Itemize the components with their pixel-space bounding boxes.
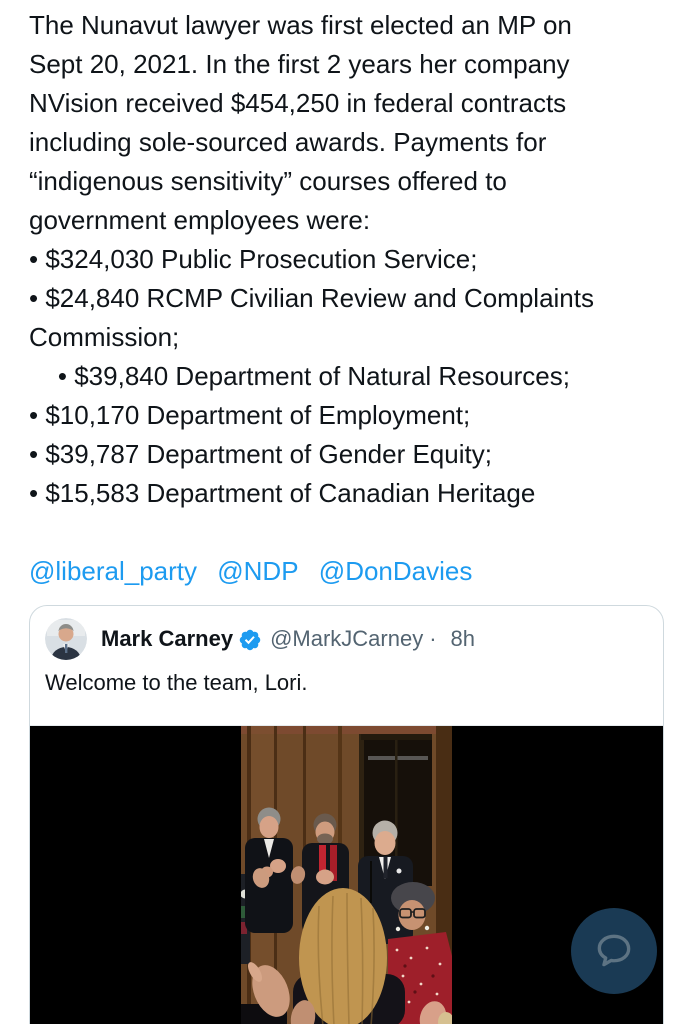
tweet-text-line-bullet: • $24,840 RCMP Civilian Review and Complaints xyxy=(29,283,594,313)
tweet-text-line: including sole-sourced awards. Payments for xyxy=(29,127,547,157)
tweet-text-line: government employees were: xyxy=(29,205,371,235)
tweet-text-line-bullet: • $324,030 Public Prosecution Service; xyxy=(29,244,478,274)
tweet-text-line-bullet: • $39,787 Department of Gender Equity; xyxy=(29,439,492,469)
mention-link-liberal-party[interactable]: @liberal_party xyxy=(29,556,198,586)
tweet-text-line-bullet: • $10,170 Department of Employment; xyxy=(29,400,471,430)
meta-separator: · xyxy=(429,626,437,651)
quoted-timestamp: 8h xyxy=(450,626,476,651)
tweet-text-line: “indigenous sensitivity” courses offered to xyxy=(29,166,507,196)
quoted-tweet-text: Welcome to the team, Lori. xyxy=(45,670,308,695)
quoted-tweet-card[interactable] xyxy=(29,605,664,1024)
chat-overlay-button[interactable] xyxy=(571,908,657,994)
tweet-body xyxy=(29,6,679,513)
tweet-text-line: Sept 20, 2021. In the first 2 years her company xyxy=(29,49,570,79)
tweet-text-line: The Nunavut lawyer was first elected an MP on xyxy=(29,10,572,40)
quoted-author-name: Mark Carney xyxy=(101,626,234,651)
verified-badge-icon xyxy=(238,628,262,652)
mention-link-ndp[interactable]: @NDP xyxy=(217,556,299,586)
tweet-text-line-bullet: • $15,583 Department of Canadian Heritage xyxy=(29,478,536,508)
speech-bubble-icon xyxy=(592,929,636,973)
quoted-tweet-header xyxy=(45,618,651,660)
quoted-author-handle: @MarkJCarney xyxy=(270,626,424,651)
group-photo-image xyxy=(241,726,452,1024)
tweet-text-line-bullet-indented: • $39,840 Department of Natural Resources; xyxy=(29,361,570,391)
tweet-text-line: Commission; xyxy=(29,322,180,352)
tweet-mentions xyxy=(29,552,485,591)
avatar-image xyxy=(45,618,87,660)
quoted-tweet-photo[interactable] xyxy=(30,725,663,1024)
tweet-text-line: NVision received $454,250 in federal contracts xyxy=(29,88,567,118)
mention-link-dondavies[interactable]: @DonDavies xyxy=(318,556,473,586)
avatar[interactable] xyxy=(45,618,87,660)
